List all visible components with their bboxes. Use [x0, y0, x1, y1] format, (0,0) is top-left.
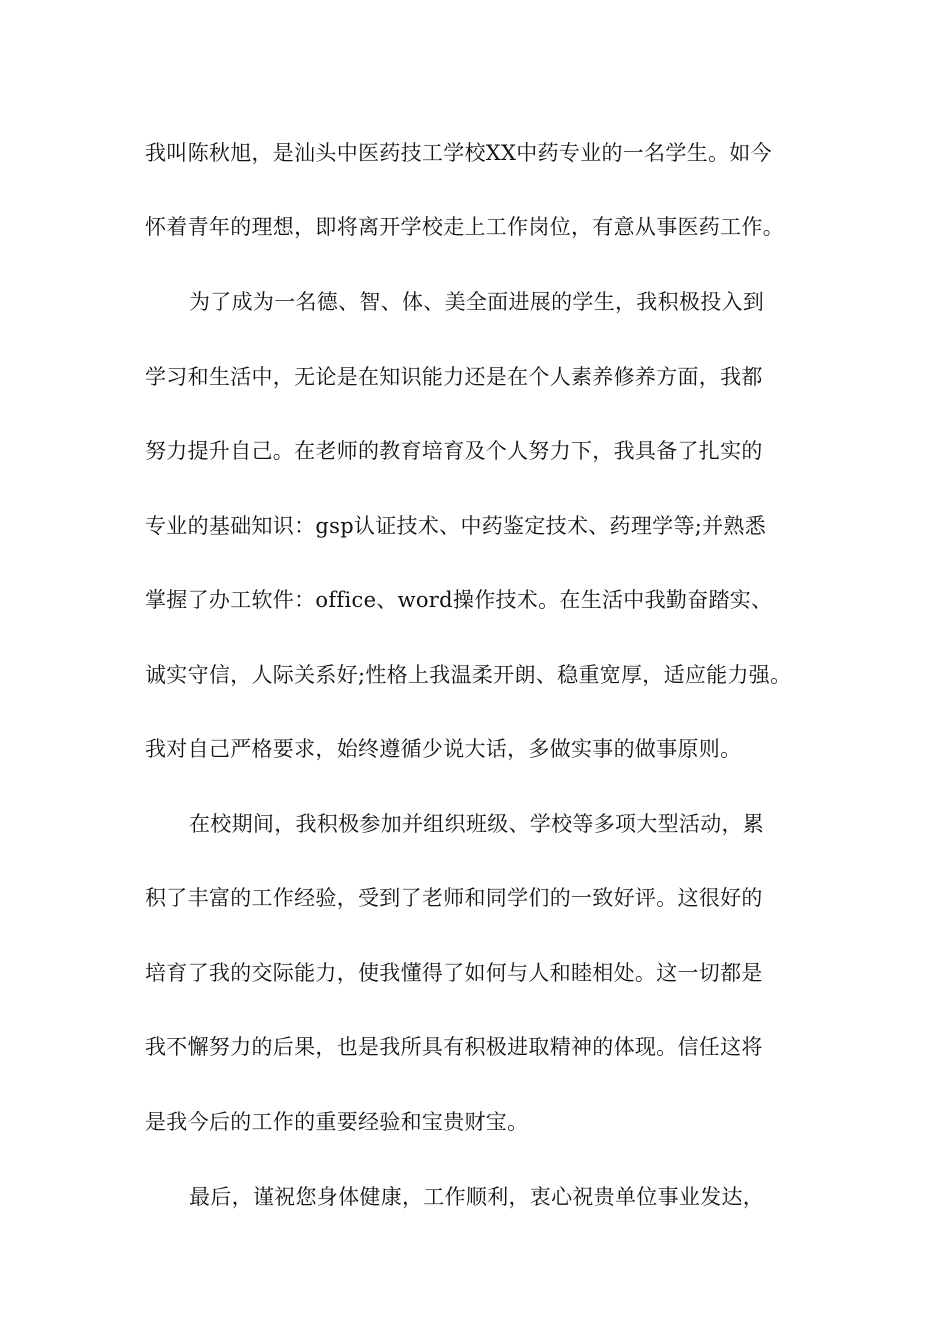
text-line: 我对自己严格要求，始终遵循少说大话，多做实事的做事原则。 — [145, 737, 742, 761]
text-line: 怀着青年的理想，即将离开学校走上工作岗位，有意从事医药工作。 — [145, 215, 784, 239]
paragraph-start-line: 最后，谨祝您身体健康，工作顺利，衷心祝贵单位事业发达， — [189, 1185, 765, 1209]
paragraph-start-line: 为了成为一名德、智、体、美全面进展的学生，我积极投入到 — [189, 290, 765, 314]
text-line: 努力提升自己。在老师的教育培育及个人努力下，我具备了扎实的 — [145, 439, 763, 463]
text-line: 我叫陈秋旭，是汕头中医药技工学校XX中药专业的一名学生。如今 — [145, 141, 772, 165]
text-line: 专业的基础知识：gsp认证技术、中药鉴定技术、药理学等;并熟悉 — [145, 514, 767, 538]
text-line: 掌握了办工软件：office、word操作技术。在生活中我勤奋踏实、 — [145, 588, 773, 612]
paragraph-start-line: 在校期间，我积极参加并组织班级、学校等多项大型活动，累 — [189, 812, 765, 836]
text-line: 我不懈努力的后果，也是我所具有积极进取精神的体现。信任这将 — [145, 1035, 763, 1059]
text-line: 是我今后的工作的重要经验和宝贵财宝。 — [145, 1110, 529, 1134]
text-line: 学习和生活中，无论是在知识能力还是在个人素养修养方面，我都 — [145, 365, 763, 389]
text-line: 诚实守信，人际关系好;性格上我温柔开朗、稳重宽厚，适应能力强。 — [145, 663, 792, 687]
text-line: 培育了我的交际能力，使我懂得了如何与人和睦相处。这一切都是 — [145, 961, 763, 985]
text-line: 积了丰富的工作经验，受到了老师和同学们的一致好评。这很好的 — [145, 886, 763, 910]
